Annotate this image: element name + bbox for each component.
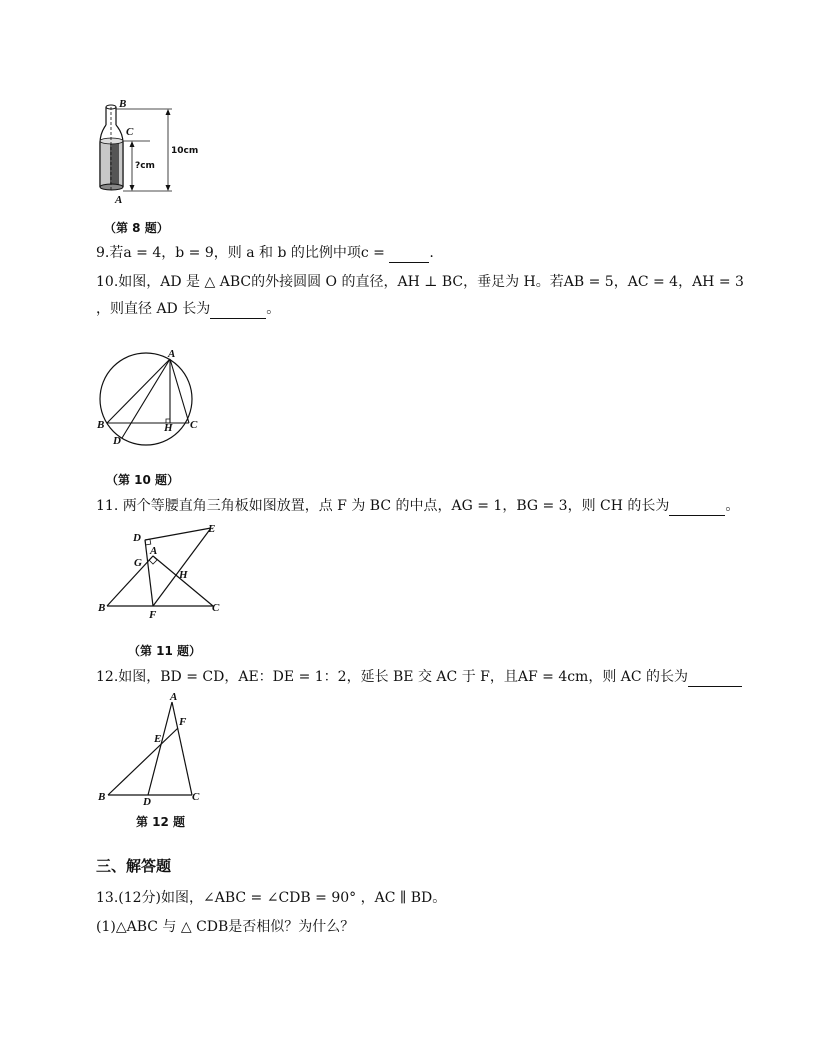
q11-label-f: F — [149, 609, 157, 621]
q12-label-f: F — [179, 716, 187, 728]
q9-end: . — [429, 245, 434, 261]
q9-answer-blank[interactable] — [389, 248, 429, 263]
q10-label-d: D — [113, 435, 121, 447]
q11-label-d: D — [133, 532, 141, 544]
q11-end: 。 — [725, 498, 740, 514]
q12-caption: 第 12 题 — [136, 815, 186, 829]
q8-label-a: A — [115, 194, 123, 206]
q10-line1: 10.如图，AD 是 △ ABC的外接圆圆 O 的直径，AH ⊥ BC，垂足为 H。若AB = 5，AC = 4，AH = 3 — [96, 274, 744, 290]
q10-end: 。 — [266, 301, 281, 317]
q12-label-d: D — [143, 796, 151, 808]
q11-label-e: E — [208, 523, 216, 535]
section-heading: 三、解答题 — [96, 857, 172, 875]
q8-label-10cm: 10cm — [171, 146, 199, 156]
q10-label-b: B — [97, 419, 105, 431]
q12-figure — [92, 692, 212, 810]
q8-label-unknown: ?cm — [135, 161, 155, 171]
q11-label-b: B — [98, 602, 106, 614]
q12-label-b: B — [98, 791, 106, 803]
q10-caption: （第 10 题） — [106, 473, 180, 487]
q12-label-c: C — [192, 791, 200, 803]
q10-label-c: C — [190, 419, 198, 431]
q11-label-g: G — [134, 557, 142, 569]
q11-text — [96, 496, 739, 516]
q11-answer-blank[interactable] — [669, 501, 725, 516]
q12-label-a: A — [170, 692, 178, 703]
q10-figure — [92, 343, 212, 453]
q11-caption: （第 11 题） — [128, 644, 202, 658]
q11-label-h: H — [179, 569, 188, 581]
q12-answer-blank[interactable] — [688, 672, 742, 687]
q13-text: 13.(12分)如图，∠ABC = ∠CDB = 90° ，AC ∥ BD。 — [96, 890, 447, 906]
q8-figure — [90, 95, 200, 210]
q13-sub1: (1)△ABC 与 △ CDB是否相似？为什么？ — [96, 919, 355, 935]
q10-stem-end: ，则直径 AD 长为 — [96, 301, 211, 317]
q9-stem: 9.若a = 4，b = 9，则 a 和 b 的比例中项c = — [96, 245, 390, 261]
q12-label-e: E — [154, 733, 162, 745]
q9-text — [96, 243, 434, 263]
q8-label-b: B — [119, 98, 127, 110]
q11-label-a: A — [150, 545, 158, 557]
q10-label-h: H — [164, 422, 173, 434]
q12-text — [96, 667, 742, 687]
q12-stem: 12.如图，BD = CD，AE：DE = 1：2，延长 BE 交 AC 于 F，且AF = 4cm，则 AC 的长为 — [96, 669, 689, 685]
q8-caption: （第 8 题） — [104, 221, 169, 235]
q11-figure — [95, 520, 230, 625]
q11-label-c: C — [212, 602, 220, 614]
q10-answer-blank[interactable] — [210, 304, 266, 319]
q10-line2 — [96, 299, 280, 319]
q8-label-c: C — [126, 126, 134, 138]
q11-stem: 11. 两个等腰直角三角板如图放置，点 F 为 BC 的中点，AG = 1，BG = 3，则 CH 的长为 — [96, 498, 670, 514]
q10-label-a: A — [168, 348, 176, 360]
